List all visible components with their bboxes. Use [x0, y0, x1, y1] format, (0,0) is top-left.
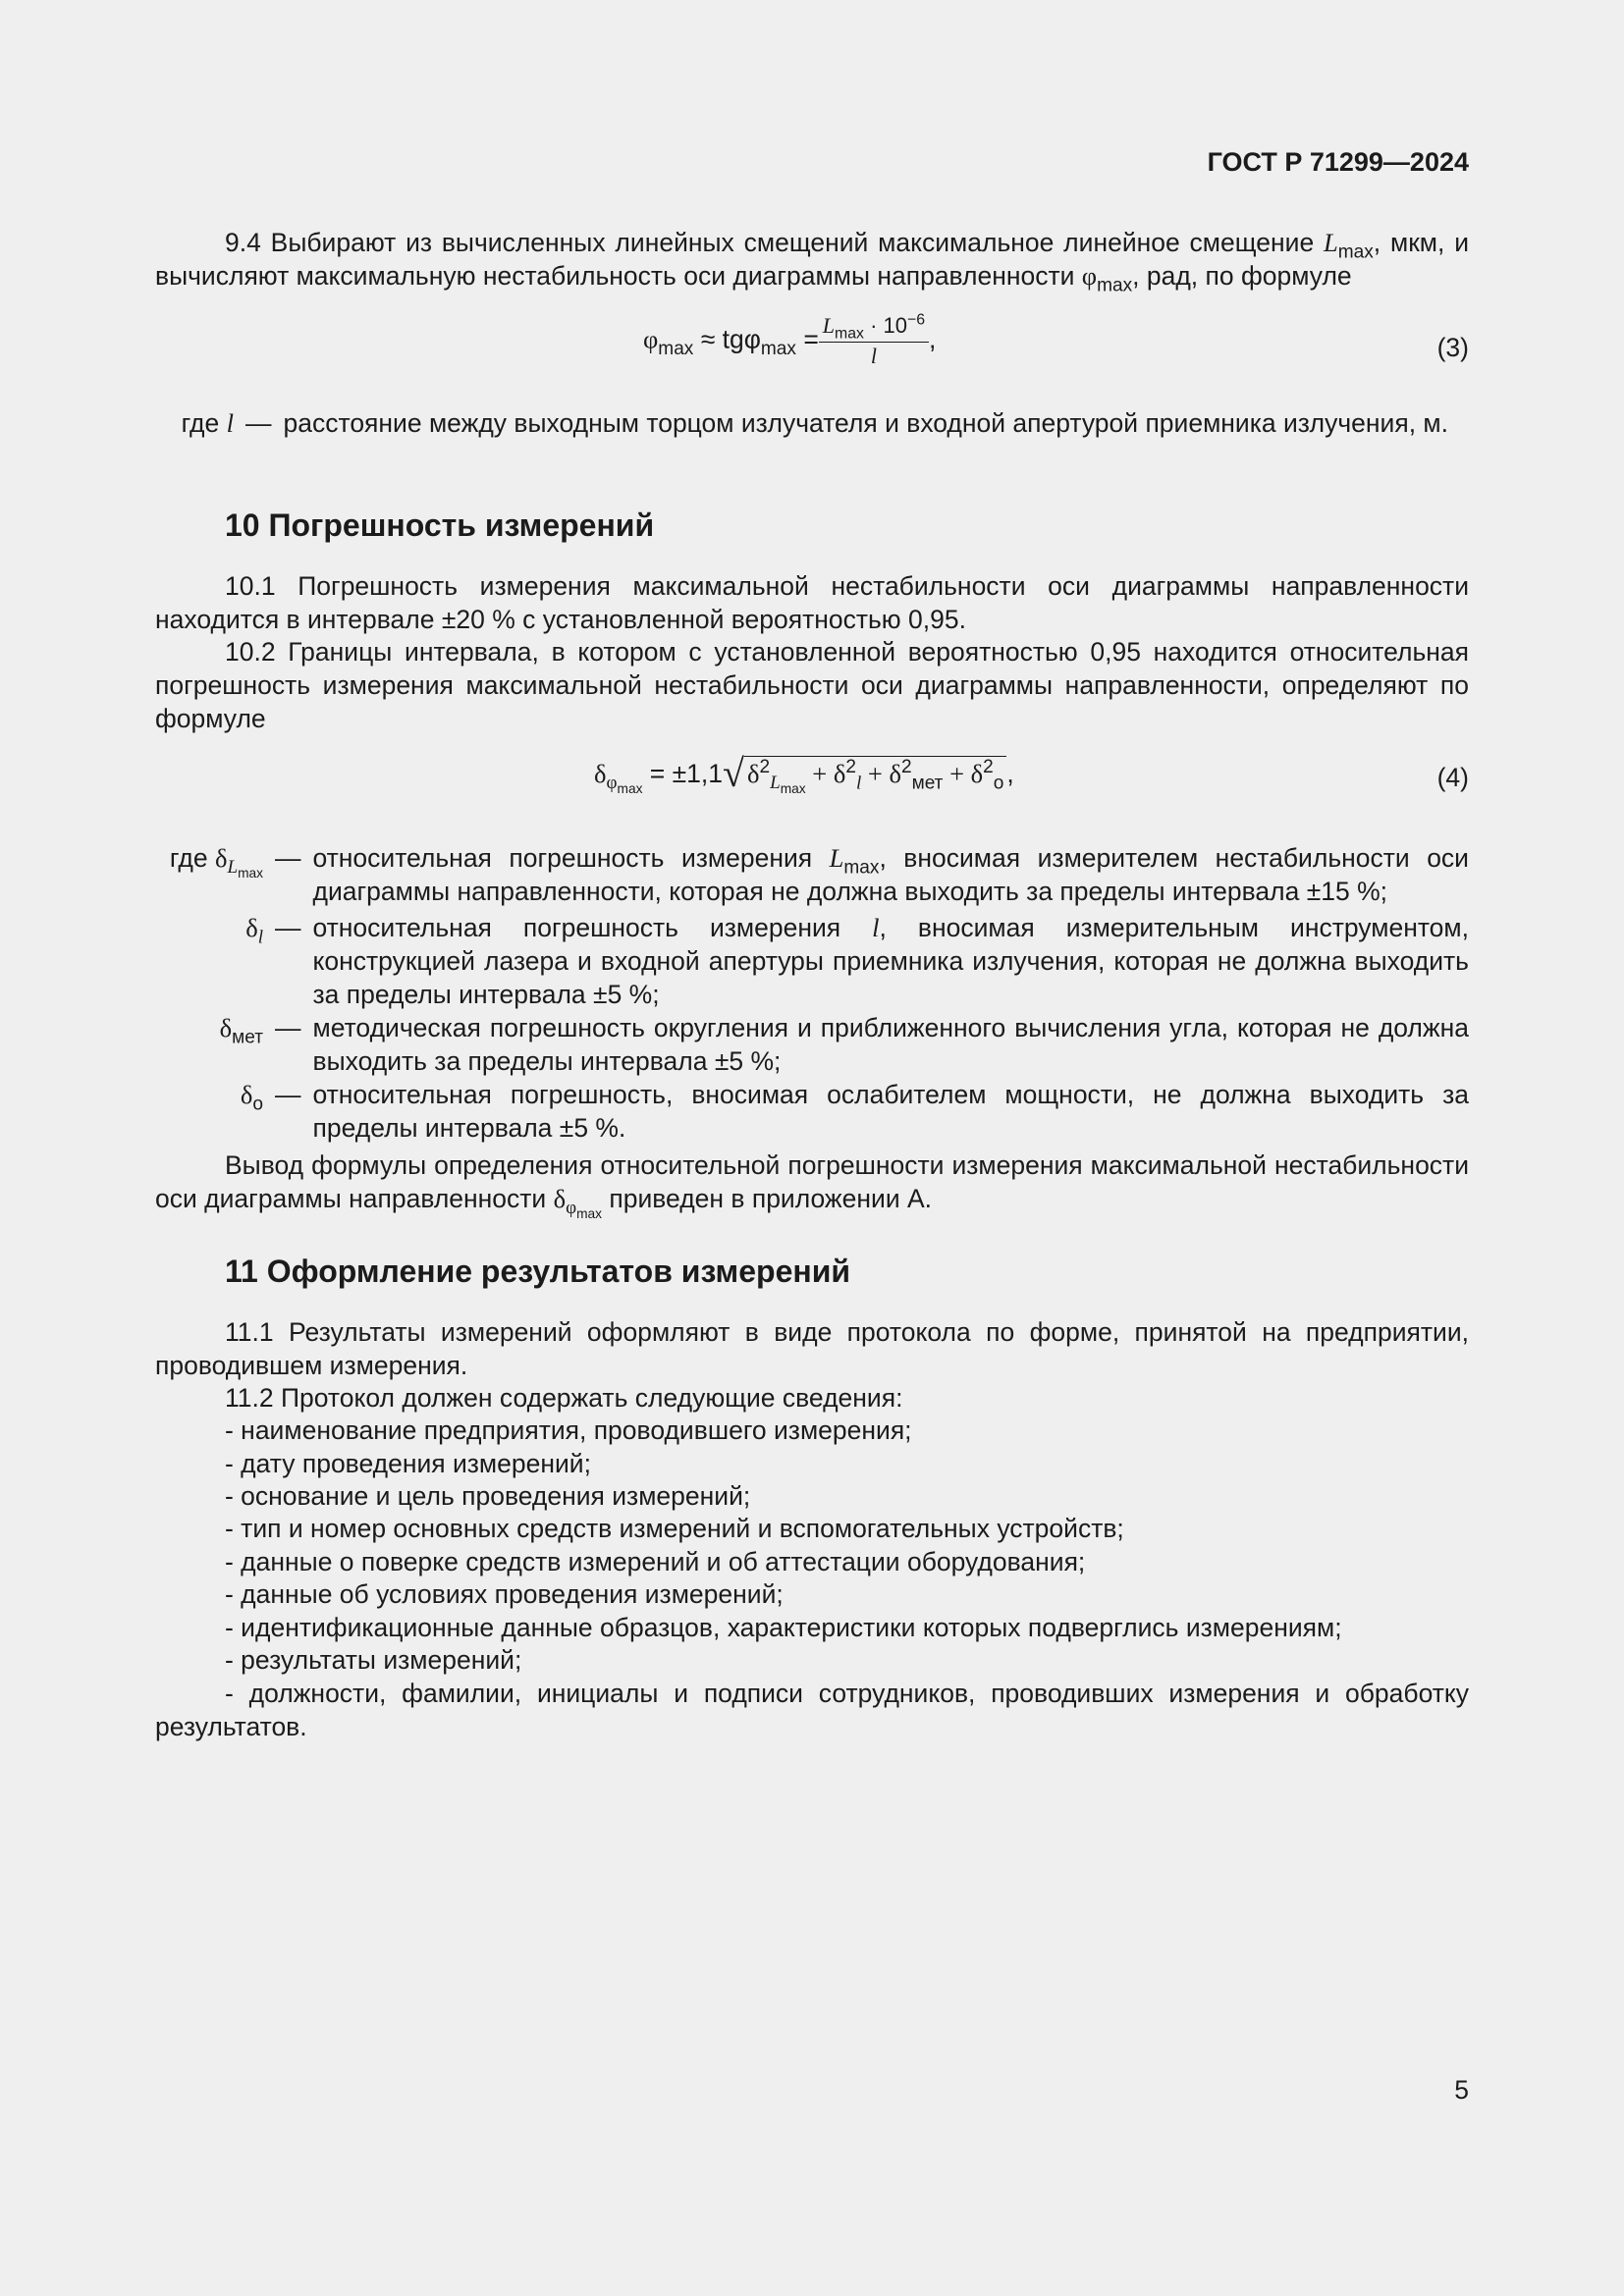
definition-delta-o: $\delta_о$ — относительная погрешность, вносимая ослабителем мощности, не должна выходить за пределы интервала ±5 %. — [240, 1080, 1469, 1143]
paragraph-9-4: 9.4 Выбирают из вычисленных линейных смещений максимальное линейное смещение $L_{max}$, мкм, и вычисляют максимальную нестабильность оси диаграммы направленности $\varphi_{max}$, рад, по формуле — [155, 228, 1469, 296]
list-item: - наименование предприятия, проводившего измерения; — [225, 1415, 912, 1445]
paragraph-11-1: 11.1 Результаты измерений оформляют в виде протокола по форме, принятой на предприятии, проводившем измерения. — [155, 1317, 1469, 1380]
list-item: - основание и цель проведения измерений; — [225, 1481, 751, 1511]
section-10-heading: 10 Погрешность измерений — [225, 507, 655, 543]
list-item: - результаты измерений; — [225, 1645, 522, 1675]
equation-number-4: (4) — [1436, 763, 1469, 792]
equation-number-3: (3) — [1436, 333, 1469, 362]
list-item: - идентификационные данные образцов, характеристики которых подверглись измерениям; — [225, 1613, 1342, 1642]
definition-delta-lmax: где $\delta_{L_{max}}$ — относительная погрешность измерения $L_{max}$, вносимая измерителем нестабильности оси диаграммы направленности, которая не должна выходить за пределы интервала ±15 %; — [169, 843, 1469, 906]
fraction: $\frac{L_{max} \cdot 10^{-6}}{l}$ — [819, 312, 929, 370]
definition-l: где l — расстояние между выходным торцом излучателя и входной апертурой приемника излучения, м. — [181, 408, 1449, 438]
derivation-note: Вывод формулы определения относительной погрешности измерения максимальной нестабильности оси диаграммы направленности $\delta_{\varphi_{max}}$ приведен в приложении А. — [155, 1150, 1469, 1222]
list-item: - тип и номер основных средств измерений и вспомогательных устройств; — [225, 1514, 1124, 1543]
section-11-heading: 11 Оформление результатов измерений — [225, 1254, 851, 1289]
list-item: - данные об условиях проведения измерений; — [225, 1579, 784, 1609]
definition-delta-met: $\delta_{мет}$ — методическая погрешность округления и приближенного вычисления угла, которая не должна выходить за пределы интервала ±5 %; — [219, 1013, 1469, 1076]
definition-delta-l: $\delta_l$ — относительная погрешность измерения l, вносимая измерительным инструментом, конструкцией лазера и входной апертуры приемника излучения, которая не должна выходить за пределы интервала ±5 %; — [245, 913, 1469, 1009]
formula-4: $\delta_{\varphi_{max}} = \pm 1,1√$ $\delta^2_{L_{max}} + \delta^2_l + \delta^2_{мет} + \delta^2_о$ , — [594, 751, 1014, 797]
square-root: $\delta^2_{L_{max}} + \delta^2_l + \delta^2_{мет} + \delta^2_о$ — [744, 756, 1006, 790]
list-item: - должности, фамилии, инициалы и подписи сотрудников, проводивших измерения и обработку результатов. — [155, 1679, 1469, 1741]
paragraph-10-2: 10.2 Границы интервала, в котором с установленной вероятностью 0,95 находится относительная погрешность измерения максимальной нестабильности оси диаграммы направленности, определяют по формуле — [155, 637, 1469, 733]
list-item: - данные о поверке средств измерений и об аттестации оборудования; — [225, 1547, 1086, 1576]
paragraph-11-2: 11.2 Протокол должен содержать следующие сведения: — [225, 1383, 903, 1413]
list-item: - дату проведения измерений; — [225, 1449, 591, 1478]
paragraph-10-1: 10.1 Погрешность измерения максимальной нестабильности оси диаграммы направленности находится в интервале ±20 % с установленной вероятностью 0,95. — [155, 571, 1469, 634]
formula-3: $\varphi_{max} \approx tg\varphi_{max}$ = $\frac{L_{max} \cdot 10^{-6}}{l}$ , — [643, 311, 937, 368]
page-number: 5 — [1454, 2075, 1469, 2105]
document-header: ГОСТ Р 71299—2024 — [1207, 147, 1469, 177]
